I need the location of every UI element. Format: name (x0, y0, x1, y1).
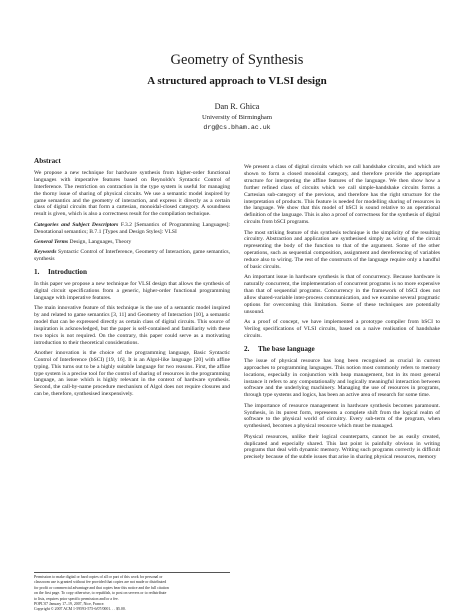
general-terms-label: General Terms (34, 238, 69, 245)
copyright-footnote (34, 572, 230, 613)
keywords-label: Keywords (34, 249, 57, 256)
intro-paragraph-1: In this paper we propose a new technique for VLSI design that allows the synthesis of digital circuit specifications from a generic, higher-order functional programming language with imperative features. (34, 280, 230, 301)
keywords-text: Syntactic Control of Interference, Geometry of Interaction, game semantics, synthesis (34, 249, 230, 263)
section-1-title: Introduction (48, 267, 88, 276)
abstract-text: We propose a new technique for hardware synthesis from higher-order functional languages with imperative features based on Reynolds's Syntactic Control of Interference. The restriction on contraction in the type system is useful for managing the thorny issue of sharing of physical circuits. We use a semantic model inspired by game semantics and the geometry of interaction, and express it directly as a certain class of digital circuits that form a cartesian, monoidal-closed category. A soundness result is given, which is also a correctness result for the compilation technique. (34, 169, 230, 218)
right-paragraph-4: As a proof of concept, we have implemented a prototype compiler from bSCI to Verilog specifications of VLSI circuits, based on a naive realisation of handshake circuits. (244, 319, 440, 340)
right-paragraph-3: An important issue in hardware synthesis is that of concurrency. Because hardware is naturally concurrent, the implementation of concurrent programs is no more expensive than that of sequential programs. Concurrency in the framework of bSCI does not allow shared-variable inter-process communication, and we examine several pragmatic options for overcoming this limitation. Some of these techniques are potentially unsound. (244, 274, 440, 315)
section-2-paragraph-2: The importance of resource management in hardware synthesis becomes paramount. Synthesis, in its purest form, represents a complete shift from the logical realm of software to the physical world of circuitry. Every sub-term of the program, when synthesised, becomes a physical resource which must be managed. (244, 402, 440, 430)
keywords-block (34, 249, 230, 263)
general-terms-text: Design, Languages, Theory (69, 238, 132, 245)
footnote-line: on the first page. To copy otherwise, to republish, to post on servers or to redistribute (34, 591, 167, 596)
footnote-line: Permission to make digital or hard copies of all or part of this work for personal or (34, 575, 163, 579)
section-1-number: 1. (34, 267, 40, 276)
categories-block (34, 222, 230, 236)
section-1-heading (34, 269, 230, 276)
categories-text: F.3.2 [Semantics of Programming Languages]: Denotational semantics; B.7.1 [Types and Design Styles]: VLSI (34, 221, 230, 235)
right-paragraph-2: The most striking feature of this synthesis technique is the simplicity of the resulting circuitry. Abstraction and application are synthesised simply as wiring of the circuit representing the body of the function to that of the argument. Some of the other operations, such as sequential composition, assignment and dereferencing of variables reduce also to wiring. The rest of the constructs of the language require only a handful of basic circuits. (244, 229, 440, 271)
footnote-line: Copyright © 2007 ACM 1-59593-575-6/07/0001. . . $5.00. (34, 607, 126, 612)
intro-paragraph-3: Another innovation is the choice of the programming language, Basic Syntactic Control of Interference (bSCI) [19, 16]. It is an Algol-like language [20] with affine typing. This turns out to be a highly suitable language for two reasons. First, the affine type system is a precise tool for the control of sharing of resources in the programming language, an issue which is highly relevant in the context of hardware synthesis. Second, the call-by-name procedure mechanism of Algol does not require closures and can be, therefore, synthesised inexpensively. (34, 349, 230, 398)
left-column (34, 152, 230, 402)
footnote-line: classroom use is granted without fee provided that copies are not made or distributed (34, 580, 167, 585)
general-terms-block (34, 239, 230, 246)
categories-label: Categories and Subject Descriptors (34, 221, 119, 228)
right-paragraph-1: We present a class of digital circuits which we call handshake circuits, and which are shown to form a closed monoidal category, and therefore provide the appropriate structure for interpreting the affine features of the language. We then show how a further refined class of circuits which we call simple-handshake circuits forms a Cartesian sub-category of the previous, and therefore has the right structure for the interpretation of products. This feature is needed for modelling sharing of resources in the language. We show that this model of bSCI is sound relative to an operational definition of the language. This is also a proof of correctness for the synthesis of digital circuits from bSCI programs. (244, 164, 440, 226)
intro-paragraph-2: The main innovative feature of this technique is the use of a semantic model inspired by and related to game semantics [3, 11] and Geometry of Interaction [10], a semantic model that can be expressed directly as certain class of digital circuits. This source of inspiration is acknowledged, but the paper is self-contained and familiarity with these two topics is not required. On the contrary, this paper could serve as a motivating introduction to their theoretical considerations. (34, 304, 230, 346)
author-name: Dan R. Ghica (214, 102, 260, 111)
paper-title: Geometry of Synthesis (170, 52, 304, 68)
paper-subtitle: A structured approach to VLSI design (147, 75, 327, 87)
author-email: drg@cs.bham.ac.uk (203, 124, 271, 131)
section-2-title: The base language (258, 344, 315, 353)
footnote-line: POPL'07 January 17–19, 2007, Nice, France. (34, 601, 105, 606)
section-2-heading (244, 346, 440, 353)
footnote-line: for profit or commercial advantage and that copies bear this notice and the full citation (34, 585, 169, 590)
section-2-number: 2. (244, 344, 250, 353)
author-affiliation: University of Birmingham (202, 114, 272, 121)
abstract-heading: Abstract (34, 157, 61, 165)
section-2-paragraph-3: Physical resources, unlike their logical counterparts, cannot be as easily created, duplicated and especially shared. This last point is painfully obvious in writing programs that deal with dynamic memory. Writing such programs correctly is difficult precisely because of the subtle issues that arise in sharing physical resources, memory (244, 433, 440, 461)
footnote-line: to lists, requires prior specific permission and/or a fee. (34, 596, 119, 601)
section-2-paragraph-1: The issue of physical resource has long been recognised as crucial in current approaches to programming languages. This notion most commonly refers to memory locations, especially in conjunction with heap management, but in its most general instance it refers to any computationally and logically meaningful interaction between software and the underlying machinery. Managing the use of resources in programs, through type systems and logics, has been an active area of research for some time. (244, 357, 440, 399)
right-column (244, 164, 440, 465)
